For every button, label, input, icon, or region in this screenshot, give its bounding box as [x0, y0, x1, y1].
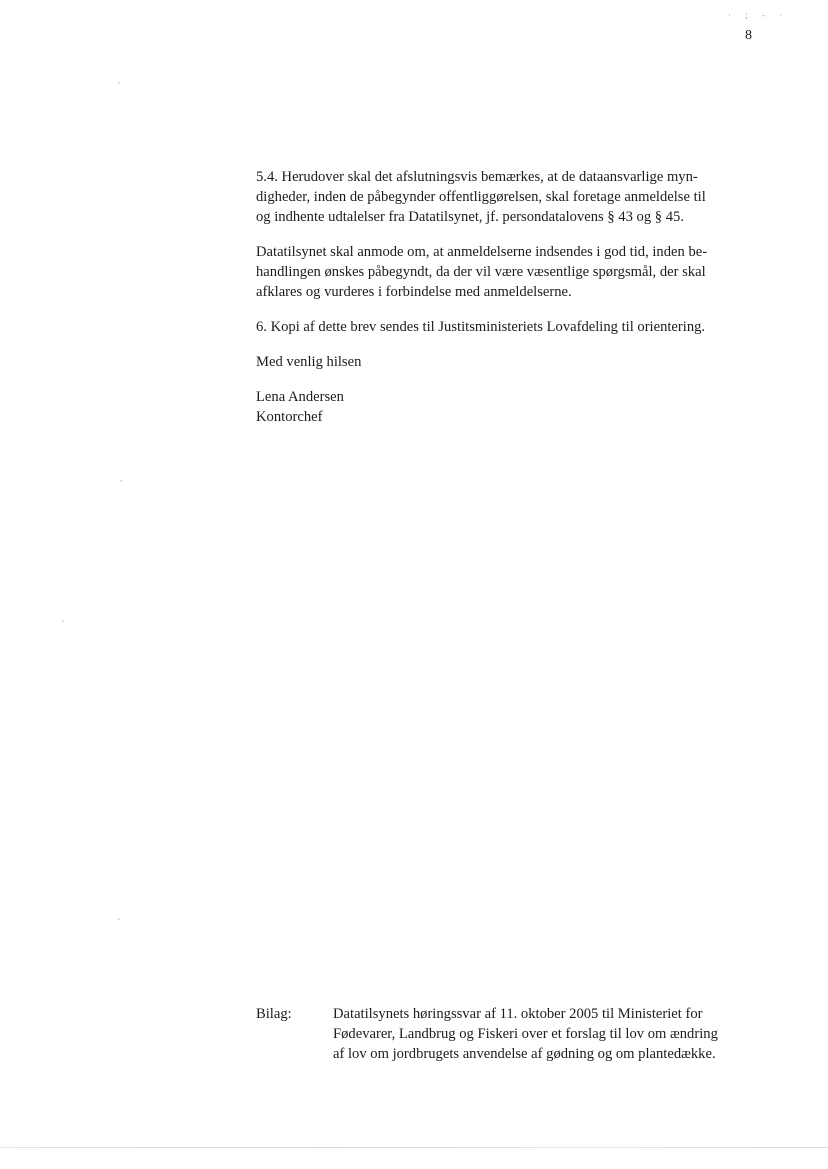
section-5-4-line: digheder, inden de påbegynder offentliggørelsen, skal foretage anmeldelse til — [256, 189, 706, 205]
closing-greeting: Med venlig hilsen — [256, 354, 362, 370]
section-5-4-line: 5.4. Herudover skal det afslutningsvis bemærkes, at de dataansvarlige myn- — [256, 169, 698, 185]
signer-name: Lena Andersen — [256, 389, 344, 405]
attachment-line: Datatilsynets høringssvar af 11. oktober 2005 til Ministeriet for — [333, 1006, 703, 1022]
letter-body — [256, 167, 766, 427]
scan-speck — [62, 620, 64, 622]
section-5-4-line: og indhente udtalelser fra Datatilsynet, jf. persondatalovens § 43 og § 45. — [256, 209, 684, 225]
attachment-line: af lov om jordbrugets anvendelse af gødning og om plantedække. — [333, 1046, 716, 1062]
signer-title: Kontorchef — [256, 409, 323, 425]
scan-speck — [120, 480, 122, 482]
signature-block — [256, 387, 766, 427]
scan-edge-line — [0, 1147, 828, 1148]
section-6-paragraph: 6. Kopi af dette brev sendes til Justitsministeriets Lovafdeling til orientering. — [256, 319, 706, 335]
attachment-line: Fødevarer, Landbrug og Fiskeri over et forslag til lov om ændring — [333, 1026, 718, 1042]
notice-line: afklares og vurderes i forbindelse med anmeldelserne. — [256, 284, 572, 300]
notice-line: Datatilsynet skal anmode om, at anmeldelserne indsendes i god tid, inden be- — [256, 244, 708, 260]
section-5-4-paragraph — [256, 167, 766, 227]
notice-line: handlingen ønskes påbegyndt, da der vil være væsentlige spørgsmål, der skal — [256, 264, 706, 280]
attachment-description — [333, 1004, 718, 1064]
scan-speck — [118, 918, 120, 920]
scan-marks: · ; - · — [728, 10, 789, 20]
scan-speck — [118, 82, 120, 84]
notice-paragraph — [256, 242, 766, 302]
page-number: 8 — [745, 28, 752, 43]
attachment-label: Bilag: — [256, 1006, 292, 1022]
